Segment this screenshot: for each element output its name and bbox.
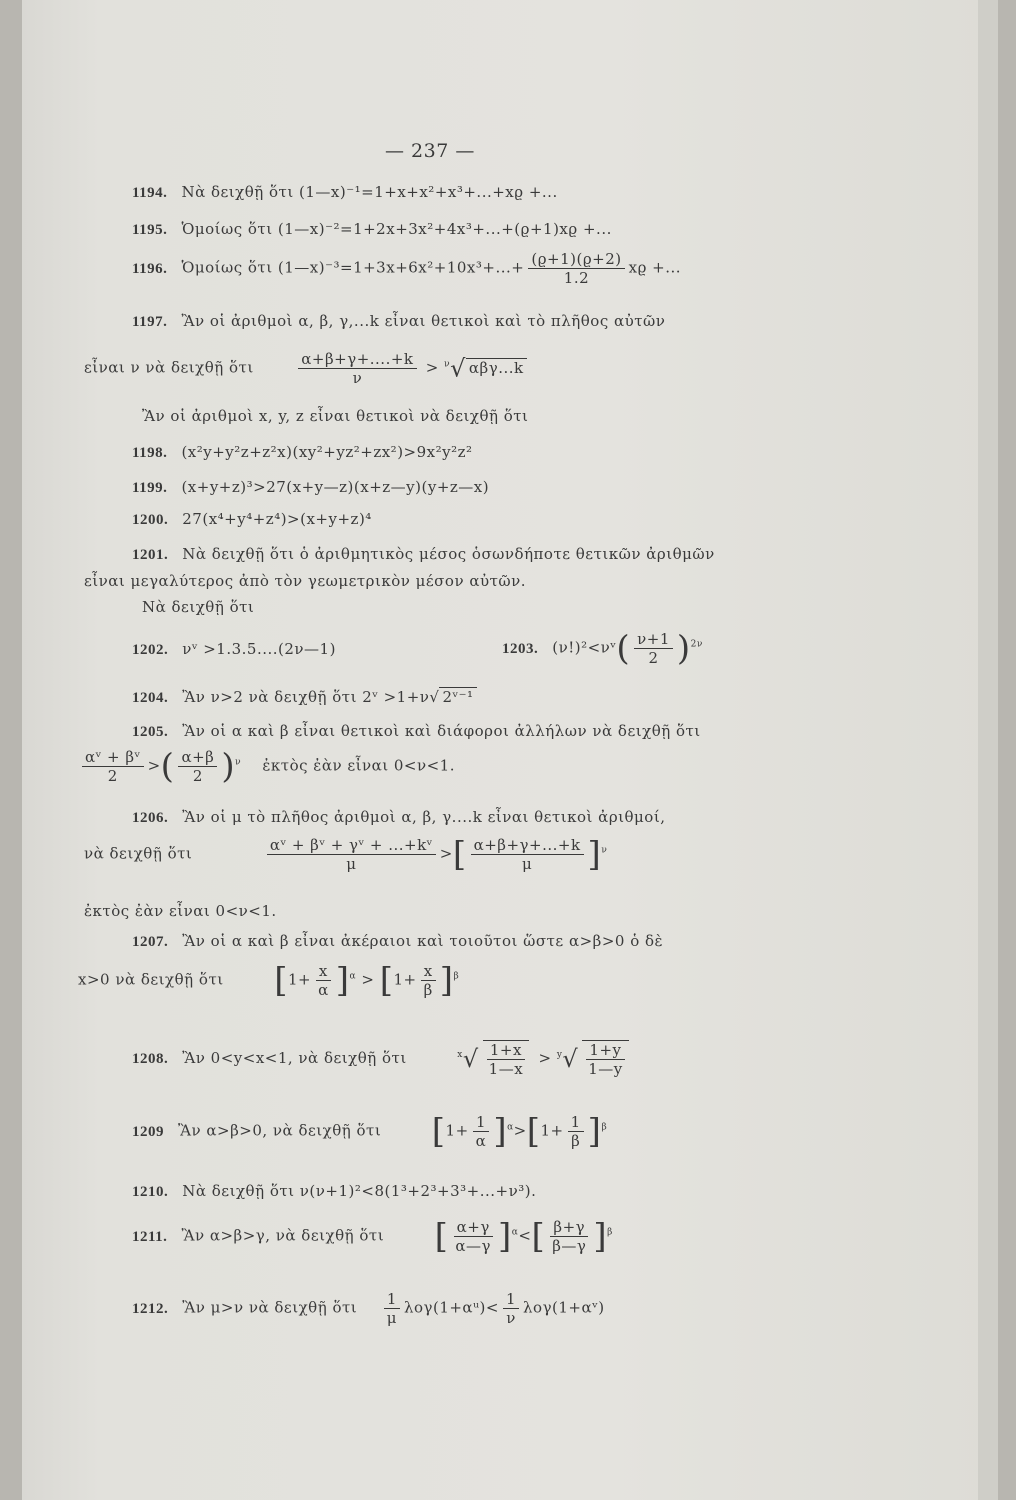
problem-text: Ἂν οἱ ἀριθμοὶ α, β, γ,...k εἶναι θετικοὶ καὶ τὸ πλῆθος αὐτῶν <box>181 312 666 330</box>
lead-text: νὰ δειχθῇ ὅτι <box>84 844 193 863</box>
bracket-close: ] <box>587 1111 602 1152</box>
problem-number: 1201. <box>132 547 169 563</box>
page-number: — 237 — <box>385 140 475 162</box>
problem-text: Νὰ δειχθῇ ὅτι ὁ ἀριθμητικὸς μέσος ὁσωνδήποτε θετικῶν ἀριθμῶν <box>182 545 715 563</box>
problem-1206 <box>132 808 665 827</box>
fraction <box>82 748 144 785</box>
intro-xyz: Ἂν οἱ ἀριθμοὶ x, y, z εἶναι θετικοὶ νὰ δειχθῇ ὅτι <box>142 407 529 425</box>
numerator: 1+x <box>487 1041 525 1060</box>
problem-text: νᵛ >1.3.5....(2ν—1) <box>182 640 336 658</box>
bracket-open: [ <box>379 960 394 1001</box>
bracket-close: ] <box>439 960 454 1001</box>
problem-text: (ν!)²<νᵛ <box>552 638 617 657</box>
problem-1195 <box>132 220 612 239</box>
bracket-open: [ <box>452 834 467 875</box>
exponent: α <box>511 1227 519 1238</box>
denominator: ν <box>352 369 363 387</box>
problem-1197-formula <box>84 350 527 387</box>
numerator: 1+y <box>586 1041 624 1060</box>
problem-text: Ἂν α>β>0, νὰ δειχθῇ ὅτι <box>178 1121 382 1140</box>
numerator: ν+1 <box>634 630 673 649</box>
page-edge <box>978 0 998 1500</box>
numerator: 1 <box>568 1113 584 1132</box>
problem-number: 1196. <box>132 260 168 277</box>
problem-1194 <box>132 183 558 202</box>
exponent: β <box>453 971 460 982</box>
problem-1199 <box>132 478 489 497</box>
exponent: α <box>349 971 357 982</box>
fraction <box>384 1290 400 1327</box>
numerator: x <box>421 962 436 981</box>
bracket-open: [ <box>431 1111 446 1152</box>
exponent: β <box>601 1122 608 1133</box>
numerator: α+β+γ+....+k <box>298 350 416 369</box>
problem-number: 1212. <box>132 1300 169 1317</box>
relation: > <box>425 358 439 377</box>
term: 1+ <box>287 970 312 989</box>
exponent: ν <box>601 845 608 856</box>
numerator: α+γ <box>454 1218 493 1237</box>
problem-1207 <box>132 932 663 951</box>
numerator: x <box>316 962 331 981</box>
fraction <box>483 1040 530 1078</box>
numerator: αᵛ + βᵛ <box>82 748 144 767</box>
radical-icon: √ <box>462 1045 479 1073</box>
lead-text: εἶναι ν νὰ δειχθῇ ὅτι <box>84 358 254 377</box>
fraction <box>452 1218 494 1255</box>
numerator: β+γ <box>550 1218 588 1237</box>
log-term: λογ(1+αᵘ) <box>403 1298 486 1317</box>
term: 1+ <box>393 970 417 989</box>
bracket-close: ] <box>587 834 602 875</box>
problem-number: 1199. <box>132 480 168 496</box>
problem-text: Νὰ δειχθῇ ὅτι (1—x)⁻¹=1+x+x²+x³+...+xϱ +... <box>181 183 558 201</box>
fraction <box>298 350 416 387</box>
fraction <box>549 1218 589 1255</box>
problem-1201-cont: εἶναι μεγαλύτερος ἀπὸ τὸν γεωμετρικὸν μέσον αὐτῶν. <box>84 572 526 590</box>
bracket-open: [ <box>526 1111 541 1152</box>
problem-1211 <box>132 1218 613 1255</box>
problem-number: 1205. <box>132 724 169 740</box>
fraction <box>471 836 584 873</box>
problem-1201 <box>132 545 715 564</box>
relation: > <box>147 756 161 775</box>
exponent: ν <box>235 757 242 768</box>
relation: > <box>439 844 453 863</box>
problem-text: Ἂν α>β>γ, νὰ δειχθῇ ὅτι <box>181 1226 385 1245</box>
root-index: y <box>556 1050 563 1060</box>
problem-number: 1194. <box>132 185 168 201</box>
problem-number: 1200. <box>132 512 169 528</box>
denominator: μ <box>386 1309 397 1327</box>
fraction <box>634 630 673 667</box>
fraction <box>178 748 217 785</box>
problem-1207-formula <box>78 962 459 999</box>
problem-1212 <box>132 1290 605 1327</box>
paren-open: ( <box>616 628 631 669</box>
problem-number: 1203. <box>502 640 539 657</box>
problem-number: 1202. <box>132 642 169 658</box>
exponent: 2ν <box>690 639 703 650</box>
problem-text: Ὁμοίως ὅτι (1—x)⁻³=1+3x+6x²+10x³+...+ <box>181 258 525 277</box>
problem-1196 <box>132 250 681 287</box>
exponent: α <box>507 1122 514 1133</box>
problem-1204 <box>132 688 477 707</box>
problem-1197 <box>132 312 665 331</box>
problem-1209 <box>132 1113 607 1150</box>
numerator: 1 <box>473 1113 489 1132</box>
problem-1198 <box>132 443 473 462</box>
radical-icon: √ <box>562 1045 579 1073</box>
problem-text: Ἂν οἱ α καὶ β εἶναι θετικοὶ καὶ διάφοροι ἀλλήλων νὰ δειχθῇ ὅτι <box>182 722 701 740</box>
denominator: β—γ <box>552 1237 587 1255</box>
problem-number: 1208. <box>132 1051 169 1067</box>
problem-number: 1211. <box>132 1228 168 1245</box>
paren-open: ( <box>160 746 175 787</box>
problem-number: 1209 <box>132 1123 164 1140</box>
relation: < <box>518 1226 532 1245</box>
radical-icon: √ <box>450 354 466 383</box>
fraction <box>503 1290 519 1327</box>
problem-1205-formula <box>78 748 455 785</box>
problem-text: Ἂν ν>2 νὰ δειχθῇ ὅτι 2ᵛ >1+ν√ <box>182 688 440 706</box>
radicand: αβγ...k <box>466 358 527 377</box>
bracket-close: ] <box>493 1111 508 1152</box>
numerator: (ϱ+1)(ϱ+2) <box>528 250 624 269</box>
denominator: 1—y <box>588 1060 623 1078</box>
denominator: μ <box>521 855 533 873</box>
numerator: αᵛ + βᵛ + γᵛ + ...+kᵛ <box>267 836 436 855</box>
fraction <box>267 836 436 873</box>
problem-number: 1197. <box>132 314 168 330</box>
relation: > <box>513 1121 527 1140</box>
problem-number: 1195. <box>132 222 168 238</box>
relation: > <box>538 1049 552 1067</box>
denominator: α <box>318 981 329 999</box>
problem-text-tail: xϱ +... <box>628 258 682 277</box>
bracket-open: [ <box>274 960 288 1001</box>
numerator: α+β <box>178 748 217 767</box>
numerator: 1 <box>503 1290 519 1309</box>
term: 1+ <box>445 1121 469 1140</box>
fraction <box>421 962 436 999</box>
fraction <box>568 1113 584 1150</box>
denominator: 2 <box>648 649 659 667</box>
problem-1210 <box>132 1182 536 1201</box>
fraction <box>473 1113 490 1150</box>
problem-number: 1198. <box>132 445 168 461</box>
denominator: 1.2 <box>563 269 590 287</box>
problem-number: 1204. <box>132 690 169 706</box>
problem-1205 <box>132 722 701 741</box>
root-index: x <box>457 1050 463 1060</box>
problem-number: 1210. <box>132 1184 169 1200</box>
problem-text: Ὁμοίως ὅτι (1—x)⁻²=1+2x+3x²+4x³+...+(ϱ+1)xϱ +... <box>181 220 612 238</box>
problem-1206-formula <box>84 836 607 873</box>
problem-text: (x+y+z)³>27(x+y—z)(x+z—y)(y+z—x) <box>181 478 490 496</box>
problem-text: Ἂν 0<y<x<1, νὰ δειχθῇ ὅτι <box>182 1049 407 1067</box>
book-page <box>22 0 998 1500</box>
denominator: β <box>571 1132 581 1150</box>
bracket-close: ] <box>498 1216 512 1257</box>
problem-text: (x²y+y²z+z²x)(xy²+yz²+zx²)>9x²y²z² <box>181 443 473 461</box>
fraction <box>315 962 332 999</box>
problem-1206-cont: ἐκτὸς ἐὰν εἶναι 0<ν<1. <box>84 902 277 920</box>
problem-1203 <box>502 630 703 667</box>
problem-1202 <box>132 640 336 659</box>
term: 1+ <box>540 1121 564 1140</box>
denominator: μ <box>346 855 357 873</box>
numerator: 1 <box>384 1290 400 1309</box>
denominator: ν <box>506 1309 516 1327</box>
fraction <box>582 1040 629 1078</box>
root-index: ν <box>444 359 451 370</box>
problem-number: 1207. <box>132 934 169 950</box>
denominator: 1—x <box>488 1060 524 1078</box>
relation: < <box>485 1298 499 1317</box>
bracket-close: ] <box>335 960 350 1001</box>
relation: > <box>361 970 375 989</box>
denominator: α <box>475 1132 487 1150</box>
condition-text: ἐκτὸς ἐὰν εἶναι 0<ν<1. <box>262 756 455 775</box>
numerator: α+β+γ+...+k <box>471 836 584 855</box>
problem-1208 <box>132 1040 633 1078</box>
denominator: β <box>423 981 433 999</box>
problem-text: Νὰ δειχθῇ ὅτι ν(ν+1)²<8(1³+2³+3³+...+ν³). <box>182 1182 537 1200</box>
paren-close: ) <box>221 746 236 787</box>
fraction <box>528 250 624 287</box>
problem-1200 <box>132 510 372 529</box>
radicand: 2ᵛ⁻¹ <box>439 687 476 706</box>
bracket-close: ] <box>593 1216 608 1257</box>
problem-number: 1206. <box>132 810 169 826</box>
intro-show: Νὰ δειχθῇ ὅτι <box>142 598 255 616</box>
problem-text: Ἂν μ>ν νὰ δειχθῇ ὅτι <box>182 1298 358 1317</box>
problem-text: Ἂν οἱ μ τὸ πλῆθος ἀριθμοὶ α, β, γ....k εἶναι θετικοὶ ἀριθμοί, <box>182 808 666 826</box>
lead-text: x>0 νὰ δειχθῇ ὅτι <box>78 970 224 989</box>
problem-text: 27(x⁴+y⁴+z⁴)>(x+y+z)⁴ <box>182 510 372 528</box>
bracket-open: [ <box>434 1216 449 1257</box>
denominator: 2 <box>192 767 203 785</box>
log-term: λογ(1+αᵛ) <box>523 1298 605 1317</box>
denominator: α—γ <box>455 1237 492 1255</box>
exponent: β <box>607 1227 613 1238</box>
paren-close: ) <box>676 628 691 669</box>
bracket-open: [ <box>531 1216 546 1257</box>
problem-text: Ἂν οἱ α καὶ β εἶναι ἀκέραιοι καὶ τοιοῦτοι ὥστε α>β>0 ὁ δὲ <box>182 932 664 950</box>
denominator: 2 <box>107 767 118 785</box>
